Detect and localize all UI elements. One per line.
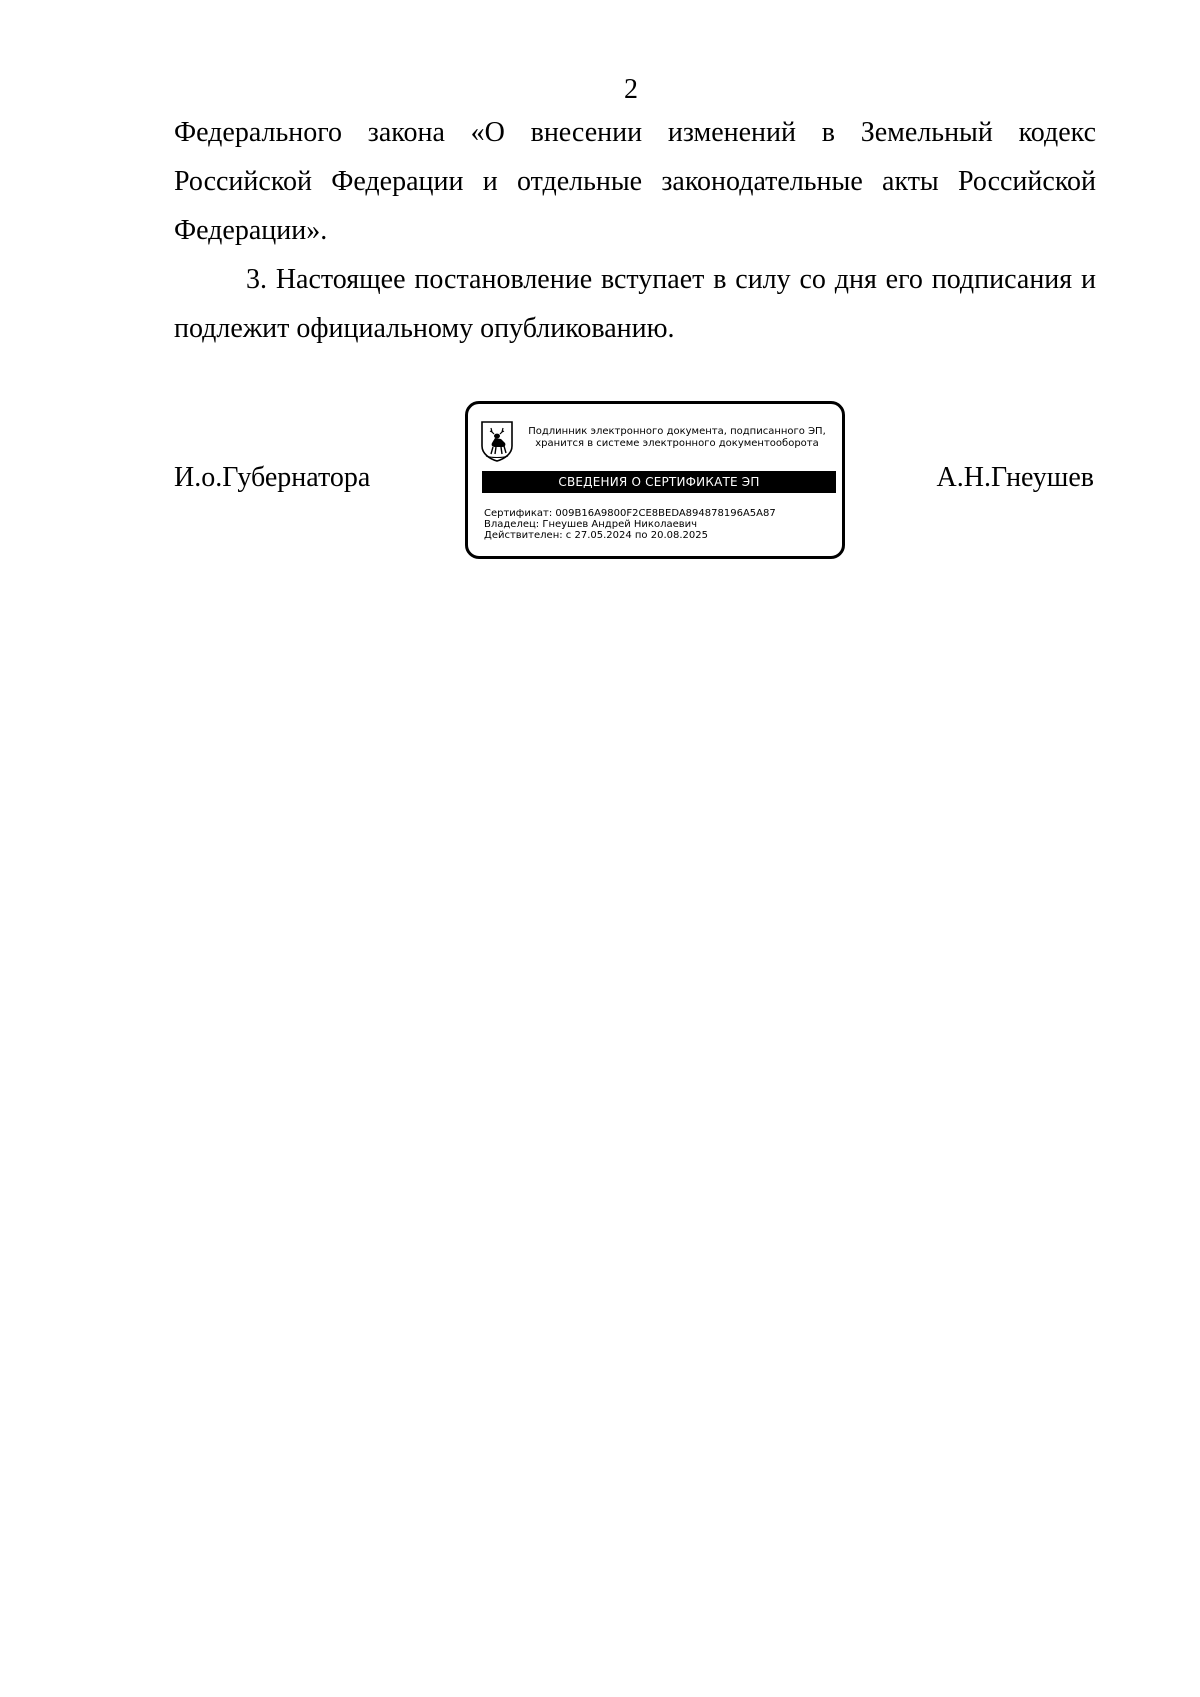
page-number: 2 bbox=[624, 74, 638, 105]
certificate-number: Сертификат: 009B16A9800F2CE8BEDA894878196A5A87 bbox=[484, 508, 776, 519]
certificate-validity: Действителен: с 27.05.2024 по 20.08.2025 bbox=[484, 530, 708, 541]
deer-coat-of-arms-icon bbox=[480, 420, 514, 462]
signatory-name: А.Н.Гнеушев bbox=[936, 462, 1094, 493]
signatory-title: И.о.Губернатора bbox=[174, 462, 371, 493]
electronic-signature-stamp bbox=[465, 401, 845, 559]
body-paragraph-1: Федерального закона «О внесении изменений в Земельный кодекс Российской Федерации и отдельные законодательные акты Российской Федерации». bbox=[174, 117, 1096, 246]
stamp-header bbox=[518, 426, 836, 450]
certificate-details bbox=[484, 508, 834, 541]
stamp-header-line-2: хранится в системе электронного документооборота bbox=[535, 438, 819, 449]
body-paragraph-2: 3. Настоящее постановление вступает в силу со дня его подписания и подлежит официальному опубликованию. bbox=[174, 264, 1096, 344]
stamp-header-line-1: Подлинник электронного документа, подписанного ЭП, bbox=[528, 426, 826, 437]
certificate-owner: Владелец: Гнеушев Андрей Николаевич bbox=[484, 519, 698, 530]
certificate-info-bar: СВЕДЕНИЯ О СЕРТИФИКАТЕ ЭП bbox=[482, 471, 836, 493]
